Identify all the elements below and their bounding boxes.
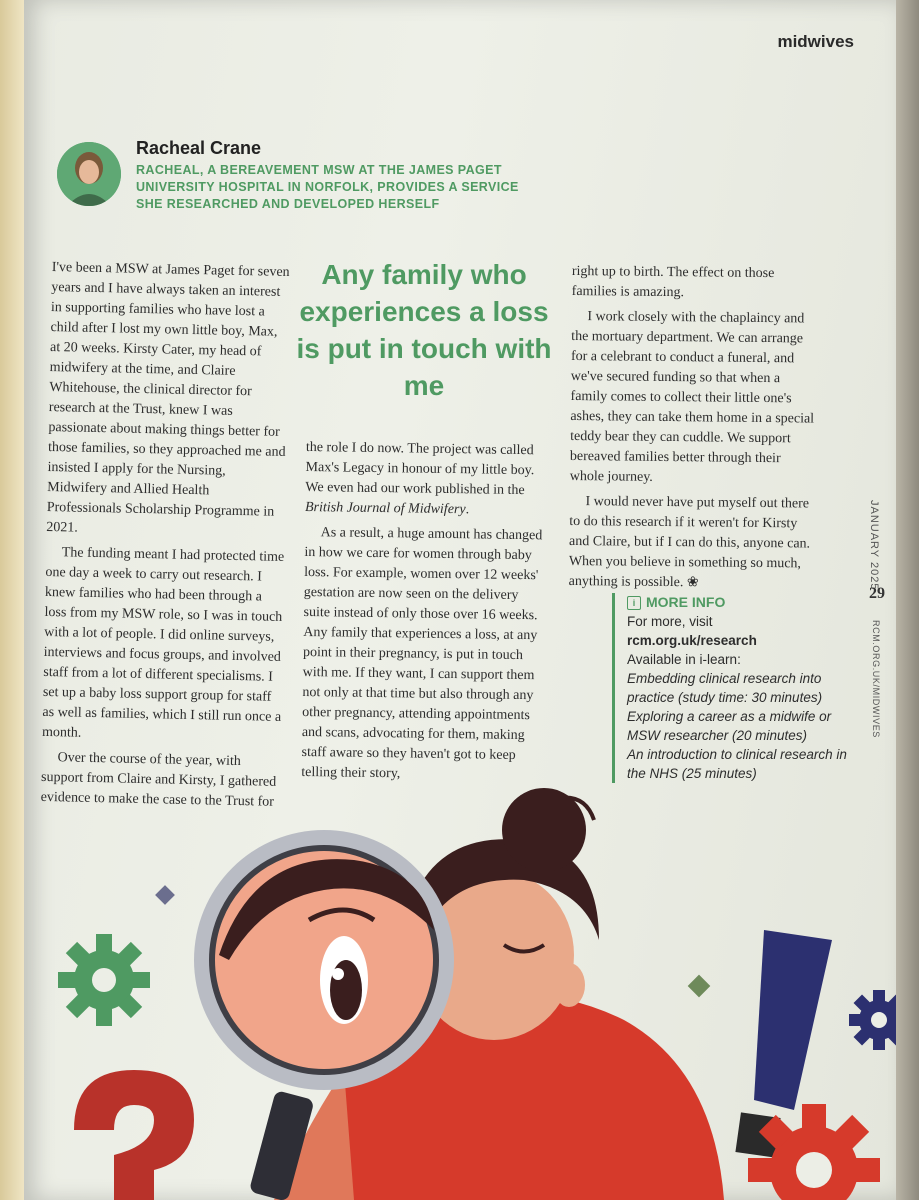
article-paragraph: As a result, a huge amount has changed in how we care for women through baby loss. For example, women over 12 weeks' gestation are now seen on the delivery suite instead of only those over 16 weeks. Any family that experiences a loss, at any point in their pregnancy, is put in touch with me. If they want, I can support them not only at that time but also through any other pregnancy, attending appointments and scans, advocating for them, making staff aware so they haven't got to keep telling their story, (301, 525, 543, 782)
course-item: Embedding clinical research into practice (study time: 30 minutes) (627, 671, 823, 705)
text-run: the role I do now. The project was called Max's Legacy in honour of my little boy. We even had our work published in the (305, 439, 535, 499)
article-column-3 (568, 262, 816, 600)
article-paragraph (305, 438, 546, 521)
info-icon: i (627, 596, 641, 610)
navy-gear-icon (849, 990, 896, 1050)
more-info-heading: MORE INFO (646, 594, 726, 610)
page-shadow-edge (896, 0, 919, 1200)
article-paragraph (569, 492, 815, 595)
course-item: Exploring a career as a midwife or MSW researcher (20 minutes) (627, 709, 832, 743)
end-mark-icon: ❀ (686, 575, 699, 591)
article-paragraph: I work closely with the chaplaincy and the mortuary department. We can arrange for a celebrant to conduct a funeral, and we've secured funding so that when a family comes to collect their little one's ashes, they can take them home in a special teddy bear they can cuddle. We support bereaved families better through their whole journey. (569, 309, 815, 485)
magazine-url: RCM.ORG.UK/MIDWIVES (871, 620, 881, 738)
author-name: Racheal Crane (136, 138, 262, 158)
more-info-visit: For more, visit (627, 614, 713, 629)
issue-date: JANUARY 2025 (868, 500, 880, 591)
article-paragraph: The funding meant I had protected time one day a week to carry out research. I knew families who had been through a loss from my MSW role, so I was in touch with a lot of people. I did online surveys, interviews and focus groups, and involved staff from a lot of different specialisms. I set up a baby loss support group for staff as well as families, which I still run once a month. (41, 545, 285, 741)
available-label: Available in i-learn: (627, 652, 741, 667)
more-info-box (612, 593, 867, 783)
article-column-2 (301, 438, 546, 791)
author-avatar (57, 142, 121, 206)
author-description: RACHEAL, A BEREAVEMENT MSW AT THE JAMES PAGET UNIVERSITY HOSPITAL IN NORFOLK, PROVIDES A SERVICE SHE RESEARCHED AND DEVELOPED HERSELF (136, 163, 519, 211)
page-number: 29 (869, 585, 885, 602)
article-paragraph: Over the course of the year, with support from Claire and Kirsty, I gathered evidence to make the case to the Trust for (40, 750, 277, 810)
article-paragraph: I've been a MSW at James Paget for seven years and I have always taken an interest in supporting families who have lost a child after I lost my own little boy, Max, at 20 weeks. Kirsty Cater, my head of midwifery at the time, and Claire Whitehouse, the clinical director for research at the Trust, knew I was passionate about making things better for those families, so they approached me and insisted I apply for the Nursing, Midwifery and Allied Health Professionals Scholarship Programme in 2021. (46, 259, 290, 536)
article-paragraph: right up to birth. The effect on those families is amazing. (571, 263, 775, 301)
research-link[interactable]: rcm.org.uk/research (627, 633, 757, 648)
course-item: An introduction to clinical research in the NHS (25 minutes) (627, 747, 847, 781)
section-tag: midwives (777, 32, 854, 51)
magazine-page (24, 0, 896, 1200)
question-mark-icon (74, 1070, 194, 1200)
journal-title: British Journal of Midwifery (304, 499, 466, 518)
article-column-1 (40, 258, 292, 818)
more-info-title (627, 593, 867, 612)
text-run: I would never have put myself out there to do this research if it weren't for Kirsty and Claire, but if I can do this, anyone can. When you believe in something so much, anything is possible. (568, 494, 811, 591)
researcher-illustration (24, 770, 896, 1200)
pull-quote: Any family who experiences a loss is put in touch with me (296, 259, 552, 401)
green-gear-icon (58, 934, 150, 1026)
previous-page-edge (0, 0, 24, 1200)
text-run: . (465, 502, 470, 518)
